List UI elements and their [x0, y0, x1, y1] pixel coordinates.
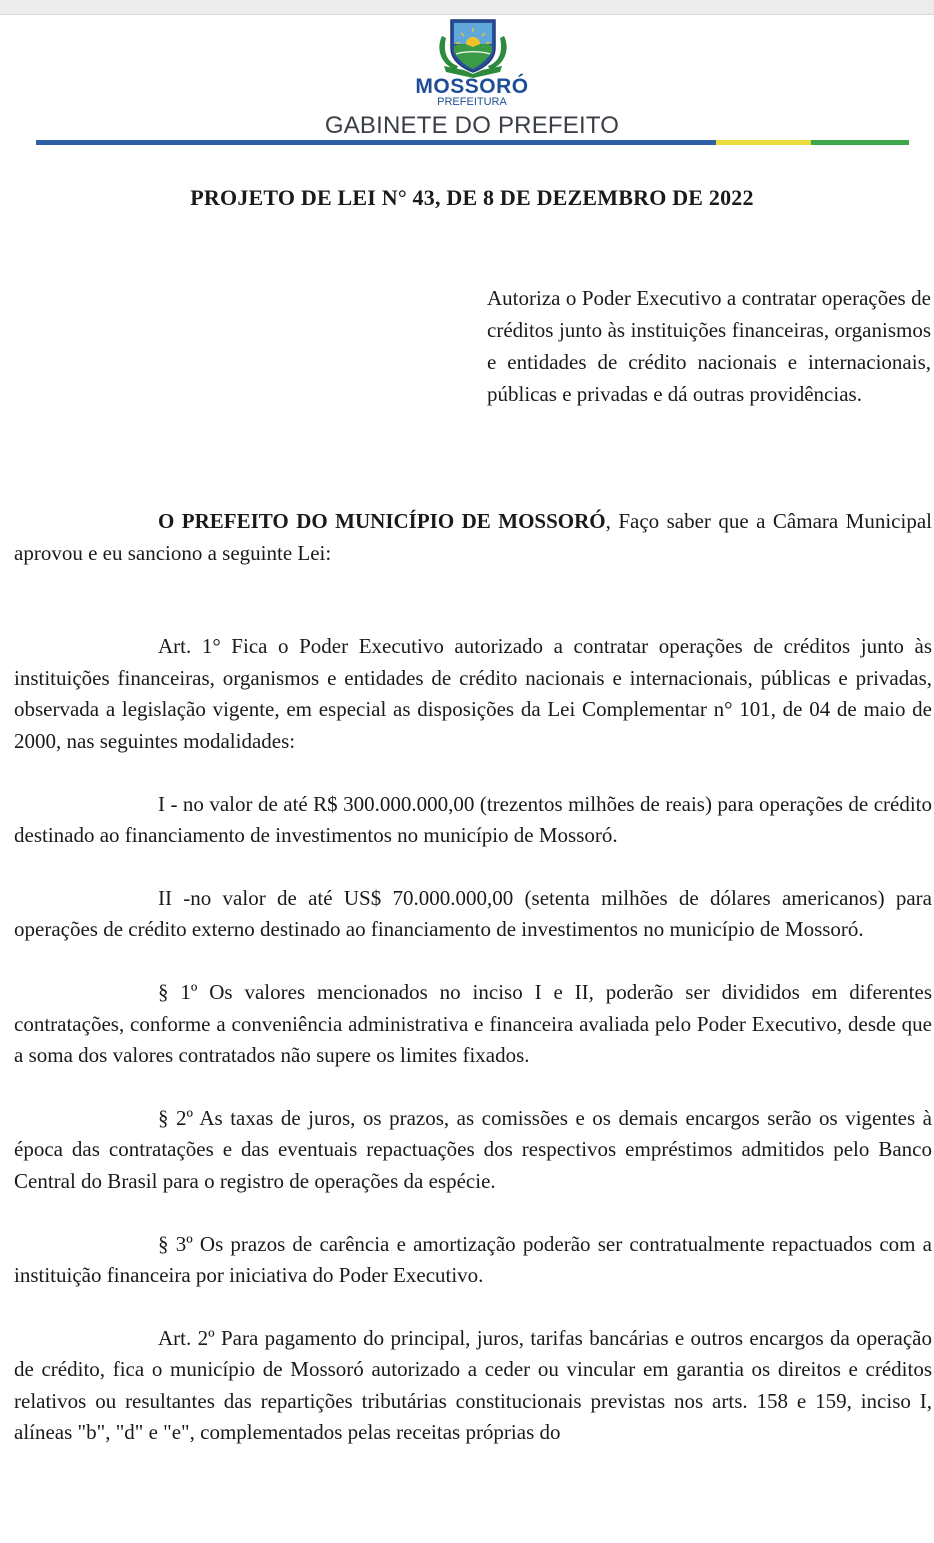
document-title: PROJETO DE LEI N° 43, DE 8 DE DEZEMBRO DE 2022 [190, 185, 754, 210]
paragraph-3: § 3º Os prazos de carência e amortização poderão ser contratualmente repactuados com a instituição financeira por iniciativa do Poder Executivo. [14, 1231, 932, 1288]
paragraph-2: § 2º As taxas de juros, os prazos, as comissões e os demais encargos serão os vigentes à época das contratações e das eventuais repactuações dos respectivos empréstimos admitidos pelo Banco Central do Brasil para o registro de operações da espécie. [14, 1105, 932, 1193]
inciso-1: I - no valor de até R$ 300.000.000,00 (trezentos milhões de reais) para operações de crédito destinado ao financiamento de investimentos no município de Mossoró. [14, 791, 932, 848]
header-rule-yellow [716, 140, 811, 145]
preamble-authority: O PREFEITO DO MUNICÍPIO DE MOSSORÓ [158, 509, 606, 533]
document-body [14, 506, 932, 1449]
header-rule-green [811, 140, 909, 145]
municipal-crest-icon [434, 14, 512, 78]
article-2: Art. 2º Para pagamento do principal, juros, tarifas bancárias e outros encargos da operação de crédito, fica o município de Mossoró autorizado a ceder ou vincular em garantia os direitos e créditos relativos ou resultantes das repartições tributárias constitucionais previstas nos arts. 158 e 159, inciso I, alíneas "b", "d" e "e", complementados pelas receitas próprias do [14, 1325, 932, 1445]
brand-subtitle: PREFEITURA [437, 96, 507, 108]
preamble-text: , Faço saber que a Câmara Municipal aprovou e eu sanciono a seguinte Lei: [14, 509, 932, 565]
inciso-2: II -no valor de até US$ 70.000.000,00 (setenta milhões de dólares americanos) para operações de crédito externo destinado ao financiamento de investimentos no município de Mossoró. [14, 885, 932, 942]
paragraph-1: § 1º Os valores mencionados no inciso I e II, poderão ser divididos em diferentes contratações, conforme a conveniência administrativa e financeira avaliada pelo Poder Executivo, desde que a soma dos valores contratados não supere os limites fixados. [14, 979, 932, 1068]
brand-name: MOSSORÓ [415, 75, 529, 98]
header-rule-blue [36, 140, 716, 145]
document-summary: Autoriza o Poder Executivo a contratar operações de créditos junto às instituições financeiras, organismos e entidades de crédito nacionais e internacionais, públicas e privadas e dá outras providências. [487, 286, 931, 406]
top-edge-bar [0, 0, 934, 15]
office-name: GABINETE DO PREFEITO [324, 112, 620, 139]
preamble [14, 506, 932, 569]
article-1: Art. 1° Fica o Poder Executivo autorizado a contratar operações de créditos junto às instituições financeiras, organismos e entidades de crédito nacionais e internacionais, públicas e privadas, observada a legislação vigente, em especial as disposições da Lei Complementar n° 101, de 04 de maio de 2000, nas seguintes modalidades: [14, 634, 932, 753]
